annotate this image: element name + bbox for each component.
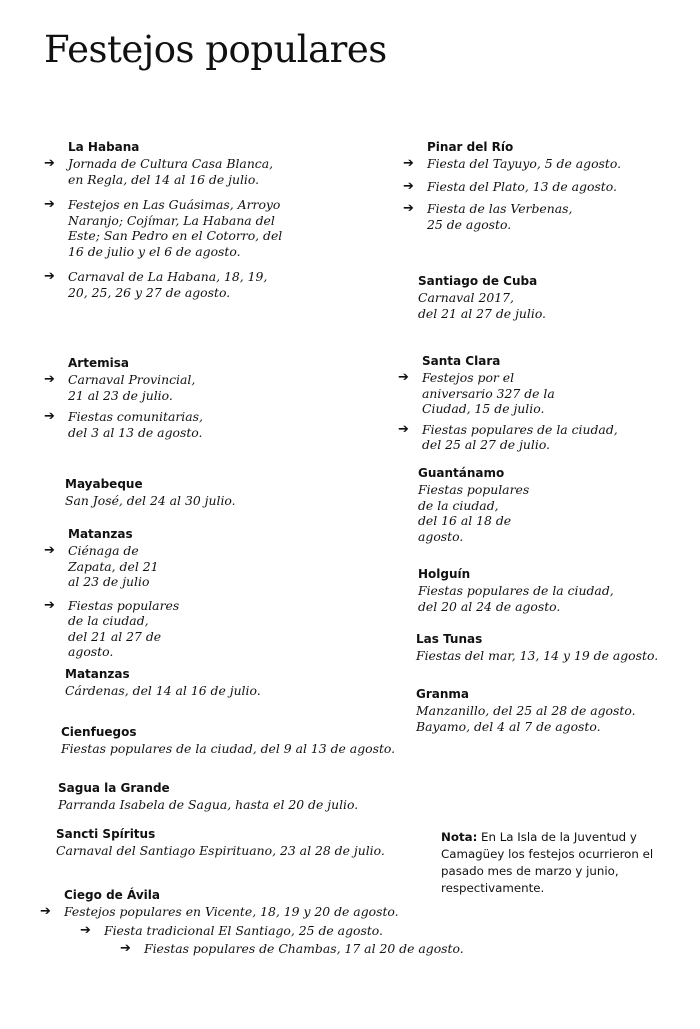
list-item xyxy=(398,370,677,417)
item-text: agosto. xyxy=(68,644,114,659)
item-text: Fiestas del mar, 13, 14 y 19 de agosto. xyxy=(416,648,659,663)
arrow-right-icon: ➔ xyxy=(403,178,414,194)
item-text: de la ciudad, xyxy=(418,497,499,513)
item-text: del 25 al 27 de julio. xyxy=(422,437,550,452)
arrow-right-icon: ➔ xyxy=(40,904,51,919)
item-text: Festejos populares en Vicente, 18, 19 y 20 de agosto. xyxy=(64,904,399,919)
section-heading: Granma xyxy=(416,687,470,701)
arrow-right-icon: ➔ xyxy=(120,941,131,956)
section-las-tunas xyxy=(416,631,686,664)
list-item xyxy=(403,201,677,232)
arrow-right-icon: ➔ xyxy=(44,597,55,613)
item-text: Carnaval del Santiago Espirituano, 23 al 28 de julio. xyxy=(56,843,385,858)
item-text: del 21 al 27 de julio. xyxy=(418,305,546,321)
list-item xyxy=(120,941,504,957)
item-text: Fiesta del Tayuyo, 5 de agosto. xyxy=(427,156,622,171)
section-heading: Cienfuegos xyxy=(61,725,137,739)
section-pinar-del-rio xyxy=(403,139,677,237)
section-heading: Matanzas xyxy=(65,667,130,681)
item-text: Fiestas populares xyxy=(418,482,530,497)
section-la-habana xyxy=(44,139,358,305)
section-heading: Las Tunas xyxy=(416,632,483,646)
section-sancti-spiritus xyxy=(56,826,436,859)
item-text: aniversario 327 de la xyxy=(422,385,555,401)
section-heading: Sancti Spíritus xyxy=(56,827,156,841)
arrow-right-icon: ➔ xyxy=(44,543,55,558)
item-text: en Regla, del 14 al 16 de julio. xyxy=(68,171,260,187)
note-label: Nota: xyxy=(441,830,478,844)
item-text: San José, del 24 al 30 julio. xyxy=(65,493,236,508)
section-ciego-de-avila xyxy=(40,887,504,962)
item-text: 25 de agosto. xyxy=(427,216,512,232)
item-text: Naranjo; Cojímar, La Habana del xyxy=(68,212,275,228)
note-box xyxy=(441,829,656,897)
section-heading: Mayabeque xyxy=(65,477,143,491)
item-text: Fiestas populares de la ciudad, del 9 al 13 de agosto. xyxy=(61,741,396,756)
item-text: Fiestas populares de la ciudad, xyxy=(422,421,618,437)
item-text: Fiesta tradicional El Santiago, 25 de agosto. xyxy=(104,922,383,938)
arrow-right-icon: ➔ xyxy=(44,372,55,387)
item-text: Fiestas comunitarias, xyxy=(68,409,203,424)
item-text: de la ciudad, xyxy=(68,613,149,628)
page-title: Festejos populares xyxy=(44,28,387,71)
section-santa-clara xyxy=(398,353,677,458)
list-item xyxy=(44,543,268,590)
item-text: Bayamo, del 4 al 7 de agosto. xyxy=(416,718,601,734)
list-item xyxy=(44,597,268,660)
section-holguin xyxy=(418,566,668,614)
item-text: Festejos por el xyxy=(422,370,515,385)
item-text: Festejos en Las Guásimas, Arroyo xyxy=(68,197,281,212)
item-text: del 16 al 18 de xyxy=(418,513,512,528)
arrow-right-icon: ➔ xyxy=(44,156,55,171)
section-heading: Holguín xyxy=(418,567,471,581)
list-item xyxy=(44,372,358,403)
item-text: Carnaval de La Habana, 18, 19, xyxy=(68,269,268,284)
arrow-right-icon: ➔ xyxy=(403,156,414,171)
section-matanzas xyxy=(44,526,268,665)
section-artemisa xyxy=(44,355,358,445)
arrow-right-icon: ➔ xyxy=(398,370,409,385)
section-heading: Santiago de Cuba xyxy=(418,274,538,288)
arrow-right-icon: ➔ xyxy=(44,409,55,424)
arrow-right-icon: ➔ xyxy=(80,922,91,938)
list-item xyxy=(398,421,677,453)
section-heading: Artemisa xyxy=(68,356,129,370)
section-heading: Sagua la Grande xyxy=(58,781,170,795)
item-text: Ciénaga de xyxy=(68,543,139,558)
section-heading: Guantánamo xyxy=(418,466,505,480)
item-text: del 20 al 24 de agosto. xyxy=(418,598,561,614)
section-heading: Matanzas xyxy=(68,527,133,541)
item-text: Manzanillo, del 25 al 28 de agosto. xyxy=(416,703,636,718)
item-text: Jornada de Cultura Casa Blanca, xyxy=(68,156,274,171)
item-text: del 3 al 13 de agosto. xyxy=(68,424,203,440)
arrow-right-icon: ➔ xyxy=(44,269,55,284)
section-heading: Santa Clara xyxy=(422,354,501,368)
section-sagua-la-grande xyxy=(58,780,418,813)
item-text: Zapata, del 21 xyxy=(68,558,159,574)
section-guantanamo xyxy=(418,465,668,544)
item-text: 20, 25, 26 y 27 de agosto. xyxy=(68,284,231,300)
section-heading: La Habana xyxy=(68,140,140,154)
item-text: Ciudad, 15 de julio. xyxy=(422,401,545,416)
section-santiago-de-cuba xyxy=(418,273,668,321)
list-item xyxy=(403,156,677,172)
item-text: al 23 de julio xyxy=(68,574,150,589)
item-text: Fiestas populares de la ciudad, xyxy=(418,583,614,598)
item-text: Carnaval 2017, xyxy=(418,290,514,305)
item-text: Fiestas populares xyxy=(68,597,180,613)
note-text: En La Isla de la Juventud y Camagüey los festejos ocurrieron el pasado mes de marzo y junio, respectivamente. xyxy=(441,830,654,895)
list-item xyxy=(403,178,677,195)
item-text: 16 de julio y el 6 de agosto. xyxy=(68,243,241,259)
list-item xyxy=(44,409,358,440)
item-text: Este; San Pedro en el Cotorro, del xyxy=(68,228,283,243)
list-item xyxy=(44,269,358,300)
item-text: Fiestas populares de Chambas, 17 al 20 de agosto. xyxy=(144,941,464,956)
section-matanzas-cardenas xyxy=(65,666,365,699)
section-cienfuegos xyxy=(61,724,441,757)
item-text: Carnaval Provincial, xyxy=(68,372,196,387)
arrow-right-icon: ➔ xyxy=(398,421,409,437)
item-text: Fiesta del Plato, 13 de agosto. xyxy=(427,178,617,194)
section-heading: Pinar del Río xyxy=(427,140,514,154)
item-text: Fiesta de las Verbenas, xyxy=(427,201,573,216)
arrow-right-icon: ➔ xyxy=(44,197,55,212)
list-item xyxy=(80,922,504,939)
arrow-right-icon: ➔ xyxy=(403,201,414,216)
item-text: Parranda Isabela de Sagua, hasta el 20 de julio. xyxy=(58,797,359,812)
list-item xyxy=(40,904,504,920)
section-mayabeque xyxy=(65,476,365,509)
item-text: Cárdenas, del 14 al 16 de julio. xyxy=(65,683,261,698)
list-item xyxy=(44,156,358,187)
item-text: 21 al 23 de julio. xyxy=(68,387,173,403)
section-heading: Ciego de Ávila xyxy=(64,888,160,902)
item-text: agosto. xyxy=(418,528,464,544)
item-text: del 21 al 27 de xyxy=(68,628,162,644)
section-granma xyxy=(416,686,686,734)
list-item xyxy=(44,197,358,259)
